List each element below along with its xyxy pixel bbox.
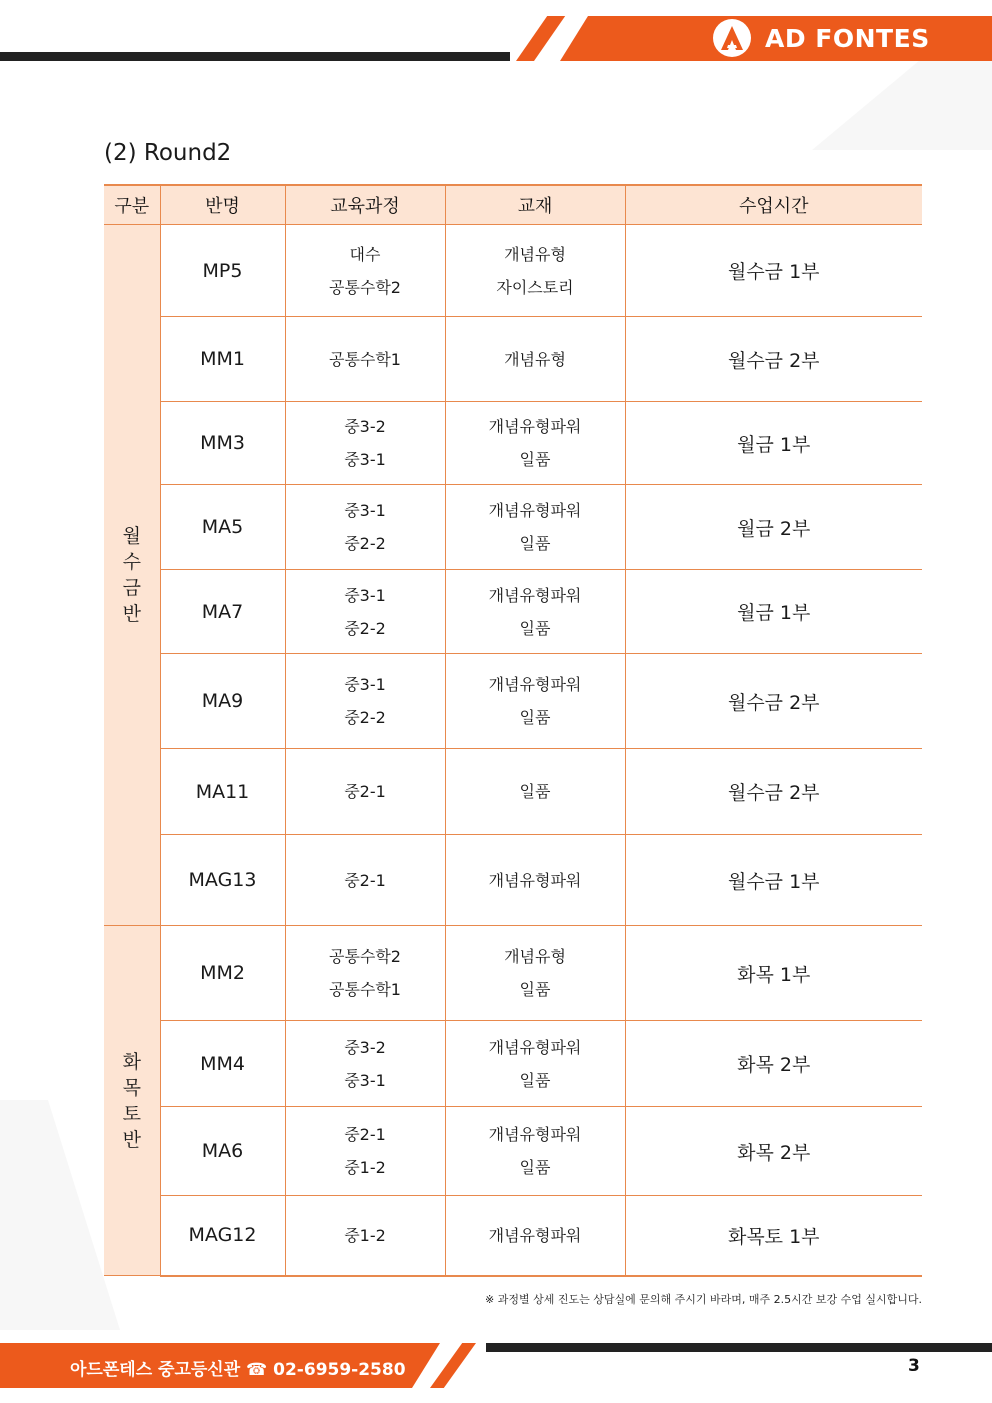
footer-accent-stripe	[430, 1343, 476, 1388]
column-header: 구분	[104, 185, 160, 225]
class-name: MAG13	[160, 835, 285, 926]
class-time: 화목 2부	[625, 1107, 922, 1196]
class-schedule-table	[104, 184, 922, 1277]
textbook-cell	[445, 1196, 625, 1276]
corner-decoration	[812, 60, 992, 150]
group-label	[104, 926, 160, 1276]
textbook-cell	[445, 1021, 625, 1107]
table-row	[104, 926, 922, 1021]
curriculum-item: 중1-2	[344, 1158, 386, 1177]
curriculum-cell	[285, 317, 445, 402]
curriculum-item: 중2-1	[344, 1125, 386, 1144]
curriculum-cell	[285, 835, 445, 926]
textbook-item: 일품	[519, 618, 551, 638]
textbook-cell	[445, 749, 625, 835]
class-time: 월금 2부	[625, 485, 922, 570]
textbook-item: 개념유형파워	[488, 501, 582, 520]
textbook-cell	[445, 654, 625, 749]
curriculum-cell	[285, 402, 445, 485]
class-name: MA6	[160, 1107, 285, 1196]
textbook-item: 일품	[519, 1070, 551, 1090]
logo-a-icon	[713, 19, 751, 57]
class-name: MA5	[160, 485, 285, 570]
column-header: 교재	[445, 185, 625, 225]
table-row	[104, 1107, 922, 1196]
curriculum-item: 중1-2	[344, 1225, 386, 1245]
textbook-item: 개념유형파워	[488, 1037, 582, 1057]
curriculum-cell	[285, 926, 445, 1021]
textbook-item: 개념유형	[504, 244, 566, 264]
table-row	[104, 225, 922, 317]
column-header: 수업시간	[625, 185, 922, 225]
group-label-char: 토	[122, 1102, 141, 1125]
curriculum-cell	[285, 570, 445, 654]
textbook-cell	[445, 317, 625, 402]
curriculum-item: 중3-2	[344, 1037, 386, 1057]
table-row	[104, 749, 922, 835]
curriculum-item: 중2-2	[344, 534, 386, 553]
class-name: MM4	[160, 1021, 285, 1107]
curriculum-cell	[285, 225, 445, 317]
textbook-item: 일품	[519, 782, 551, 801]
class-name: MA9	[160, 654, 285, 749]
textbook-item: 일품	[519, 980, 551, 999]
class-name: MM3	[160, 402, 285, 485]
curriculum-item: 공통수학1	[328, 980, 401, 999]
curriculum-item: 중3-1	[344, 585, 386, 605]
textbook-cell	[445, 1107, 625, 1196]
footer-contact: 아드폰테스 중고등신관 ☎ 02-6959-2580	[70, 1360, 406, 1380]
class-time: 월수금 1부	[625, 225, 922, 317]
textbook-item: 개념유형파워	[488, 1225, 582, 1245]
textbook-item: 개념유형	[504, 947, 566, 966]
page-number: 3	[908, 1356, 920, 1376]
class-name: MA11	[160, 749, 285, 835]
class-time: 화목토 1부	[625, 1196, 922, 1276]
footer-dark-bar	[486, 1343, 992, 1352]
column-header: 반명	[160, 185, 285, 225]
class-time: 월수금 2부	[625, 317, 922, 402]
group-label-char: 월	[122, 525, 141, 547]
table-row	[104, 317, 922, 402]
class-name: MM1	[160, 317, 285, 402]
table-row	[104, 570, 922, 654]
textbook-item: 개념유형파워	[488, 417, 582, 436]
brand-logo	[713, 20, 930, 56]
curriculum-cell	[285, 654, 445, 749]
textbook-item: 일품	[519, 450, 551, 469]
class-name: MA7	[160, 570, 285, 654]
textbook-item: 개념유형	[504, 349, 566, 369]
textbook-item: 일품	[519, 534, 551, 553]
group-label-char: 반	[122, 603, 141, 625]
class-name: MM2	[160, 926, 285, 1021]
group-label-char: 금	[122, 577, 141, 599]
header-dark-bar	[0, 52, 510, 61]
table-header-row	[104, 185, 922, 225]
section-title: (2) Round2	[104, 140, 232, 166]
textbook-item: 개념유형파워	[488, 675, 582, 694]
class-time: 화목 1부	[625, 926, 922, 1021]
textbook-cell	[445, 570, 625, 654]
curriculum-item: 중2-2	[344, 708, 386, 727]
curriculum-cell	[285, 1021, 445, 1107]
table-row	[104, 835, 922, 926]
curriculum-cell	[285, 749, 445, 835]
class-name: MAG12	[160, 1196, 285, 1276]
group-label-char: 반	[122, 1128, 141, 1151]
textbook-cell	[445, 926, 625, 1021]
curriculum-item: 중3-1	[344, 450, 386, 469]
curriculum-item: 중2-1	[344, 870, 386, 890]
curriculum-cell	[285, 1107, 445, 1196]
class-time: 화목 2부	[625, 1021, 922, 1107]
textbook-cell	[445, 225, 625, 317]
curriculum-item: 중3-1	[344, 501, 386, 520]
table-row	[104, 402, 922, 485]
footnote: ※ 과정별 상세 진도는 상담실에 문의해 주시기 바라며, 매주 2.5시간 보강 수업 실시합니다.	[485, 1293, 922, 1306]
class-time: 월금 1부	[625, 570, 922, 654]
textbook-item: 개념유형파워	[488, 1125, 582, 1144]
class-time: 월수금 1부	[625, 835, 922, 926]
brand-name: AD FONTES	[765, 23, 930, 53]
textbook-cell	[445, 485, 625, 570]
table-row	[104, 485, 922, 570]
curriculum-item: 중3-1	[344, 675, 386, 694]
curriculum-item: 공통수학2	[328, 947, 401, 966]
group-label	[104, 225, 160, 926]
table-row	[104, 1196, 922, 1276]
curriculum-item: 대수	[349, 244, 381, 264]
textbook-item: 개념유형파워	[488, 585, 582, 605]
curriculum-item: 공통수학2	[328, 277, 401, 297]
curriculum-item: 공통수학1	[328, 349, 401, 369]
textbook-item: 일품	[519, 708, 551, 727]
class-time: 월수금 2부	[625, 654, 922, 749]
class-time: 월금 1부	[625, 402, 922, 485]
textbook-cell	[445, 402, 625, 485]
curriculum-cell	[285, 485, 445, 570]
table-row	[104, 1021, 922, 1107]
table-row	[104, 654, 922, 749]
group-label-char: 수	[122, 551, 141, 573]
curriculum-item: 중2-2	[344, 618, 386, 638]
textbook-item: 개념유형파워	[488, 870, 582, 890]
corner-decoration	[0, 1100, 120, 1330]
column-header: 교육과정	[285, 185, 445, 225]
curriculum-item: 중3-1	[344, 1070, 386, 1090]
group-label-char: 화	[122, 1050, 141, 1073]
textbook-cell	[445, 835, 625, 926]
class-time: 월수금 2부	[625, 749, 922, 835]
textbook-item: 일품	[519, 1158, 551, 1177]
class-name: MP5	[160, 225, 285, 317]
curriculum-cell	[285, 1196, 445, 1276]
curriculum-item: 중3-2	[344, 417, 386, 436]
textbook-item: 자이스토리	[496, 277, 574, 297]
curriculum-item: 중2-1	[344, 782, 386, 801]
group-label-char: 목	[122, 1076, 141, 1099]
